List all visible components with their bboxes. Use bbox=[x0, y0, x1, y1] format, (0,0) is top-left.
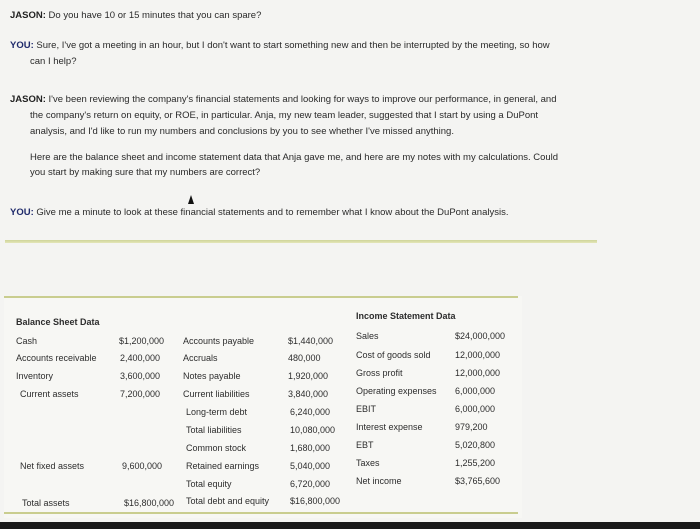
income-label: Net income bbox=[356, 476, 402, 486]
mouse-cursor-icon bbox=[188, 195, 194, 204]
income-value: 1,255,200 bbox=[455, 458, 496, 468]
speaker-label: JASON: bbox=[10, 94, 46, 105]
asset-label: Cash bbox=[16, 336, 38, 346]
asset-value: 9,600,000 bbox=[121, 461, 162, 471]
income-value: 979,200 bbox=[455, 422, 488, 432]
liability-value: $16,800,000 bbox=[290, 496, 341, 506]
dialogue-text: Here are the balance sheet and income statement data that Anja gave me, and here are my notes with my calculations. Could bbox=[30, 152, 559, 163]
liability-value: 10,080,000 bbox=[290, 425, 336, 435]
balance-sheet-title: Balance Sheet Data bbox=[16, 317, 100, 327]
income-value: 12,000,000 bbox=[455, 350, 501, 360]
asset-value: $1,200,000 bbox=[118, 336, 164, 346]
dialogue-text: can I help? bbox=[30, 56, 77, 67]
liability-label: Current liabilities bbox=[183, 389, 250, 399]
income-value: $3,765,600 bbox=[455, 476, 501, 486]
liability-label: Total liabilities bbox=[186, 425, 242, 435]
income-label: EBIT bbox=[356, 404, 377, 414]
liability-value: 6,720,000 bbox=[290, 479, 331, 489]
dialogue-text: I've been reviewing the company's financial statements and looking for ways to improve our performance, in general, and bbox=[48, 94, 557, 105]
asset-label: Accounts receivable bbox=[16, 353, 97, 363]
speaker-label: JASON: bbox=[10, 10, 46, 21]
income-label: Taxes bbox=[356, 458, 380, 468]
table-top-rule bbox=[4, 296, 518, 298]
income-label: EBT bbox=[356, 440, 374, 450]
dialogue-line-3 bbox=[10, 93, 556, 106]
liability-label: Long-term debt bbox=[186, 407, 248, 417]
dialogue-text: analysis, and I'd like to run my numbers and conclusions by you to see whether I've missed anything. bbox=[30, 126, 454, 137]
dialogue-text: Sure, I've got a meeting in an hour, but I don't want to start something new and then be interrupted by the meeting, so how bbox=[36, 40, 550, 51]
asset-value: 2,400,000 bbox=[119, 353, 160, 363]
dialogue-line-5 bbox=[10, 206, 508, 219]
table-bottom-rule bbox=[4, 512, 518, 514]
financial-data-table bbox=[4, 296, 522, 518]
income-value: $24,000,000 bbox=[455, 331, 506, 341]
liability-value: 1,680,000 bbox=[290, 443, 331, 453]
asset-label: Total assets bbox=[22, 498, 70, 508]
liability-label: Total debt and equity bbox=[186, 496, 270, 506]
asset-value: 7,200,000 bbox=[119, 389, 160, 399]
liability-value: 6,240,000 bbox=[290, 407, 331, 417]
income-value: 5,020,800 bbox=[455, 440, 496, 450]
asset-value: 3,600,000 bbox=[119, 371, 160, 381]
screen-edge bbox=[0, 522, 700, 529]
dialogue-text: the company's return on equity, or ROE, in particular. Anja, my new team leader, suggested that I start by using a DuPont bbox=[30, 110, 539, 121]
liability-value: 5,040,000 bbox=[290, 461, 331, 471]
income-label: Gross profit bbox=[356, 368, 403, 378]
asset-label: Current assets bbox=[20, 389, 79, 399]
speaker-label: YOU: bbox=[10, 40, 34, 51]
dialogue-line-1 bbox=[10, 9, 261, 22]
income-value: 6,000,000 bbox=[455, 386, 496, 396]
liability-label: Retained earnings bbox=[186, 461, 260, 471]
income-label: Sales bbox=[356, 331, 379, 341]
divider bbox=[5, 240, 597, 243]
liability-label: Accruals bbox=[183, 353, 218, 363]
liability-value: 3,840,000 bbox=[288, 389, 329, 399]
dialogue-text: Do you have 10 or 15 minutes that you can spare? bbox=[48, 10, 262, 21]
liability-label: Total equity bbox=[186, 479, 232, 489]
income-label: Operating expenses bbox=[356, 386, 437, 396]
asset-value: $16,800,000 bbox=[123, 498, 174, 508]
dialogue-text: you start by making sure that my numbers are correct? bbox=[30, 167, 261, 178]
income-statement-title: Income Statement Data bbox=[356, 311, 456, 321]
asset-label: Net fixed assets bbox=[20, 461, 85, 471]
dialogue-line-2 bbox=[10, 39, 550, 52]
liability-value: 480,000 bbox=[288, 353, 321, 363]
speaker-label: YOU: bbox=[10, 207, 34, 218]
liability-value: $1,440,000 bbox=[288, 336, 334, 346]
liability-label: Common stock bbox=[186, 443, 247, 453]
income-label: Cost of goods sold bbox=[356, 350, 431, 360]
asset-label: Inventory bbox=[16, 371, 54, 381]
liability-value: 1,920,000 bbox=[288, 371, 329, 381]
liability-label: Accounts payable bbox=[183, 336, 255, 346]
income-value: 12,000,000 bbox=[455, 368, 501, 378]
liability-label: Notes payable bbox=[183, 371, 241, 381]
income-value: 6,000,000 bbox=[455, 404, 496, 414]
dialogue-text: Give me a minute to look at these financial statements and to remember what I know about the DuPont analysis. bbox=[36, 207, 509, 218]
income-label: Interest expense bbox=[356, 422, 423, 432]
